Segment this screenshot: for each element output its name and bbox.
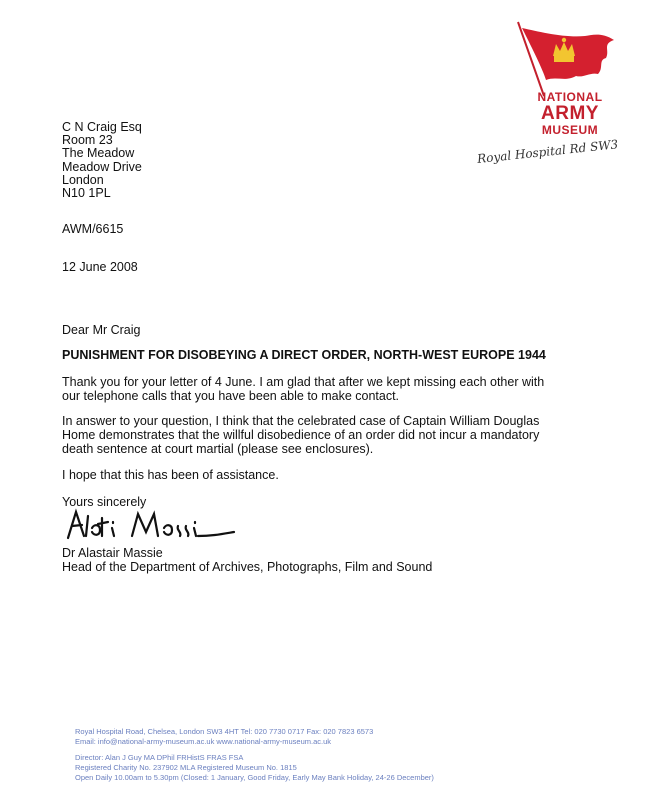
paragraph-line: In answer to your question, I think that the celebrated case of Captain William Douglas [62,414,540,428]
handwritten-signature [62,506,237,546]
recipient-address [62,121,142,200]
closing: Yours sincerely [62,495,147,509]
paragraph-line: Home demonstrates that the willful disobedience of an order did not incur a mandatory [62,428,540,443]
footer-director: Director: Alan J Guy MA DPhil FRHistS FRAS FSA [75,753,244,762]
footer-email: Email: info@national-army-museum.ac.uk www.national-army-museum.ac.uk [75,737,332,746]
footer-opening-hours: Open Daily 10.00am to 5.30pm (Closed: 1 January, Good Friday, Early May Bank Holiday, 24-26 December) [75,773,434,782]
paragraph-3: I hope that this has been of assistance. [62,468,279,482]
footer-address: Royal Hospital Road, Chelsea, London SW3 4HT Tel: 020 7730 0717 Fax: 020 7823 6573 [75,727,374,736]
paragraph-line: death sentence at court martial (please see enclosures). [62,442,374,457]
salutation: Dear Mr Craig [62,323,141,337]
recipient-line: London [62,172,104,187]
handwritten-note: Royal Hospital Rd SW3 [476,137,619,166]
museum-logo [510,18,620,143]
recipient-line: The Meadow [62,146,135,161]
recipient-name: C N Craig Esq [62,120,142,134]
paragraph-line: our telephone calls that you have been able to make contact. [62,389,400,404]
logo-line-museum: MUSEUM [541,123,599,137]
reference-number: AWM/6615 [62,222,124,236]
footer-charity: Registered Charity No. 237902 MLA Registered Museum No. 1815 [75,763,297,772]
recipient-postcode: N10 1PL [62,186,111,201]
paragraph-2 [62,414,582,457]
signature-text: Alastair Massie [62,544,69,545]
logo-line-army: ARMY [541,103,599,124]
signatory-name: Dr Alastair Massie [62,546,163,560]
logo-line-national: NATIONAL [537,90,603,104]
footer [75,727,434,783]
logo-wordmark [520,90,620,137]
recipient-line: Meadow Drive [62,159,142,174]
paragraph-line: Thank you for your letter of 4 June. I am glad that after we kept missing each other with [62,375,545,389]
letter-date: 12 June 2008 [62,260,138,274]
flag-emblem [510,18,620,98]
signatory-title: Head of the Department of Archives, Photographs, Film and Sound [62,560,433,574]
paragraph-1 [62,375,582,403]
recipient-line: Room 23 [62,133,113,148]
subject-line: PUNISHMENT FOR DISOBEYING A DIRECT ORDER, NORTH-WEST EUROPE 1944 [62,348,546,362]
